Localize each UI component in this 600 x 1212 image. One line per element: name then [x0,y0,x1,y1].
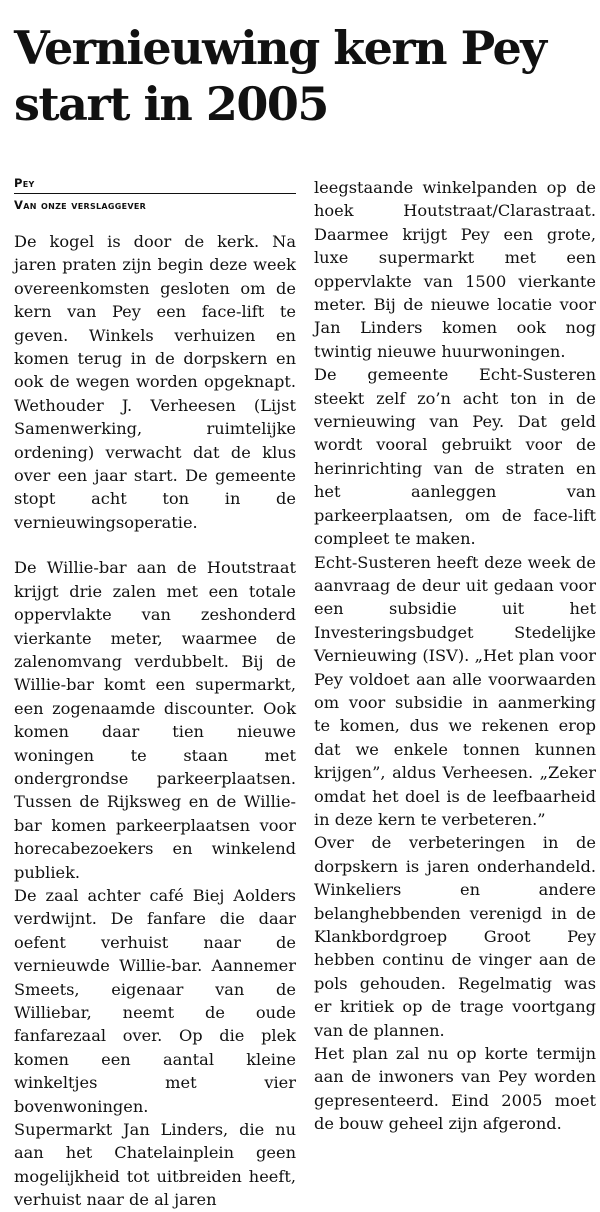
paragraph-negotiation: Over de verbeteringen in de dorpskern is jaren onderhandeld. Winkeliers en andere belanghebbenden verenigd in de Klankbordgroep Groot Pey hebben continu de vinger aan de pols gehouden. Regelmatig was er kritiek op de trage voortgang van de plannen. [314,833,596,1040]
paragraph-cafe: De zaal achter café Biej Aolders verdwijnt. De fanfare die daar oefent verhuist naar de vernieuwde Willie-bar. Aannemer Smeets, eigenaar van de Williebar, neemt de oude fanfarezaal over. Op die plek komen een aantal kleine winkeltjes met vier bovenwoningen. [14,885,296,1116]
dateline: Pey [14,176,35,190]
paragraph-intro: De kogel is door de kerk. Na jaren praten zijn begin deze week overeenkomsten gesloten om de kern van Pey een face-lift te geven. Winkels verhuizen en komen terug in de dorpskern en ook de wegen worden opgeknapt. Wethouder J. Verheesen (Lijst Samenwerking, ruimtelijke ordening) verwacht dat de klus over een jaar start. De gemeente stopt acht ton in de vernieuwingsoperatie. [14,232,296,532]
paragraph-municipality: De gemeente Echt-Susteren steekt zelf zo’n acht ton in de vernieuwing van Pey. Dat geld wordt vooral gebruikt voor de herinrichting van de straten en het aanleggen van parkeerplaatsen, om de face-lift compleet te maken. [314,365,596,549]
paragraph-supermarket: Supermarkt Jan Linders, die nu aan het Chatelainplein geen mogelijkheid tot uitbreiden heeft, verhuist naar de al jaren [14,1120,296,1210]
paragraph-subsidy: Echt-Susteren heeft deze week de aanvraag de deur uit gedaan voor een subsidie uit het Investeringsbudget Stedelijke Vernieuwing (ISV). „Het plan voor Pey voldoet aan alle voorwaarden om voor subsidie in aanmerking te komen, dus we rekenen erop dat we enkele tonnen kunnen krijgen”, aldus Verheesen. „Zeker omdat het doel is de leefbaarheid in deze kern te verbeteren.” [314,552,596,829]
left-column [14,176,296,1212]
paragraph-continued: leegstaande winkelpanden op de hoek Houtstraat/Clarastraat. Daarmee krijgt Pey een grote, luxe supermarkt met een oppervlakte van 1500 vierkante meter. Bij de nieuwe locatie voor Jan Linders komen ook nog twintig nieuwe huurwoningen. [314,178,596,361]
headline: Vernieuwing kern Pey start in 2005 [14,21,546,131]
dateline-rule [14,193,296,194]
paragraph-willie-bar: De Willie-bar aan de Houtstraat krijgt drie zalen met een totale oppervlakte van zeshonderd vierkante meter, waarmee de zalenomvang verdubbelt. Bij de Willie-bar komt een supermarkt, een zogenaamde discounter. Ook komen daar tien nieuwe woningen te staan met ondergrondse parkeerplaatsen. Tussen de Rijksweg en de Willie-bar komen parkeerplaatsen voor horecabezoekers en winkelend publiek. [14,558,296,882]
paragraph-presentation: Het plan zal nu op korte termijn aan de inwoners van Pey worden gepresenteerd. Eind 2005 moet de bouw geheel zijn afgerond. [314,1044,596,1134]
right-column [314,176,596,1136]
byline: Van onze verslaggever [14,198,147,212]
